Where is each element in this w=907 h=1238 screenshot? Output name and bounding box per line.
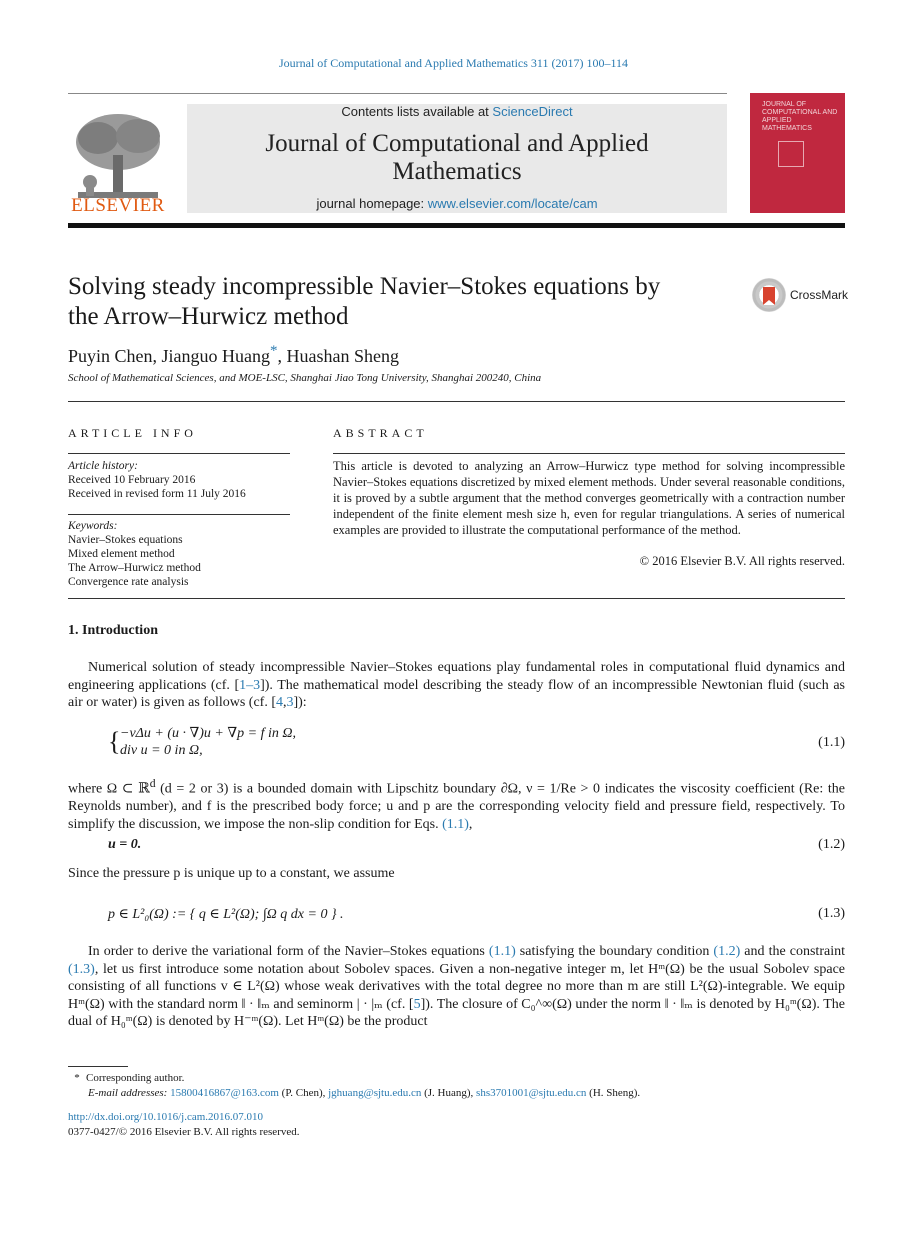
footnote-corresponding <box>68 1071 184 1086</box>
authors-part1: Puyin Chen, Jianguo Huang <box>68 346 270 366</box>
corresponding-label: Corresponding author. <box>86 1072 185 1084</box>
p1-text-b: ]). The mathematical model describing the steady flow of an incompressible Newtonian fluid (such as air or water) is given as follows (cf. [ <box>68 677 845 710</box>
article-title-line2: the Arrow–Hurwicz method <box>68 303 349 330</box>
p2-superscript: d <box>149 777 156 790</box>
journal-title-line2: Mathematics <box>392 158 522 185</box>
email-link[interactable]: 15800416867@163.com <box>170 1087 279 1099</box>
p4-text-a: In order to derive the variational form of the Navier–Stokes equations <box>88 944 489 959</box>
sciencedirect-link[interactable]: ScienceDirect <box>492 104 573 119</box>
p4-text-c: and the constraint <box>740 944 845 959</box>
equation-link[interactable]: (1.2) <box>713 944 741 959</box>
abstract-text: This article is devoted to analyzing an Arrow–Hurwicz type method for solving incompressible Navier–Stokes equations discretized by mixed element methods. Under several reasonable conditions, it is proved by a subtle argument that the method converges geometrically with a contraction number independent of the finite element mesh size h, even for regular triangulations. A series of numerical examples are provided to illustrate the computational performance of the method. <box>333 459 845 537</box>
article-history <box>68 459 290 501</box>
title-divider <box>68 401 845 402</box>
equation-1-3: p ∈ L²₀(Ω) := { q ∈ L²(Ω); ∫Ω q dx = 0 } . <box>108 907 344 922</box>
crossmark-icon <box>752 278 786 312</box>
history-label: Article history: <box>68 460 138 472</box>
contents-line <box>187 104 727 119</box>
p1-text-d: ]): <box>293 695 307 710</box>
p1-text-c: , <box>282 695 287 710</box>
p4-text-e: ]). The closure of C₀^∞(Ω) under the norm ‖ · ‖ₘ is denoted by H₀ᵐ(Ω). The dual of H₀ᵐ(Ω) is denoted by H⁻ᵐ(Ω). Let Hᵐ(Ω) be the product <box>68 996 845 1029</box>
equation-link[interactable]: (1.1) <box>488 944 516 959</box>
journal-cover-thumbnail[interactable] <box>750 93 845 213</box>
email-link[interactable]: jghuang@sjtu.edu.cn <box>328 1087 422 1099</box>
received-date: Received 10 February 2016 <box>68 474 196 486</box>
email-owner: (J. Huang), <box>421 1087 477 1099</box>
paragraph-3: Since the pressure p is unique up to a constant, we assume <box>68 866 395 881</box>
citation-link[interactable]: 4 <box>275 695 283 710</box>
equation-number: (1.1) <box>818 735 845 750</box>
homepage-line <box>187 196 727 211</box>
homepage-prefix: journal homepage: <box>316 196 428 211</box>
equation-1-1-line2: div u = 0 in Ω, <box>120 743 203 758</box>
paragraph-4 <box>68 943 845 1031</box>
cover-title: JOURNAL OF COMPUTATIONAL AND APPLIED MATHEMATICS <box>762 101 838 132</box>
p2-text-a: where Ω ⊂ ℝ <box>68 781 150 797</box>
abstract-copyright: © 2016 Elsevier B.V. All rights reserved. <box>639 554 845 568</box>
citation-link[interactable]: 1–3 <box>239 677 261 693</box>
footnote-rule <box>68 1066 128 1067</box>
citation-link[interactable]: 5 <box>413 996 421 1012</box>
keyword-item: The Arrow–Hurwicz method <box>68 562 201 574</box>
contents-prefix: Contents lists available at <box>341 104 493 119</box>
email-owner: (H. Sheng). <box>586 1087 641 1099</box>
journal-title <box>187 130 727 186</box>
paragraph-1 <box>68 659 845 712</box>
header-thick-rule <box>68 223 845 228</box>
cover-graphic <box>778 141 804 167</box>
p4-text-b: satisfying the boundary condition <box>515 944 714 959</box>
p1-text-a: Numerical solution of steady incompressible Navier–Stokes equations play fundamental roles in computational fluid dynamics and engineering applications (cf. [ <box>68 660 845 693</box>
equation-brace: { <box>108 727 121 756</box>
section-heading: 1. Introduction <box>68 623 158 638</box>
equation-number: (1.2) <box>818 837 845 852</box>
keywords-label: Keywords: <box>68 520 118 532</box>
email-label: E-mail addresses: <box>88 1087 171 1099</box>
article-info-rule <box>68 453 290 454</box>
footnote-mark: * <box>74 1072 80 1084</box>
equation-1-2: u = 0. <box>108 837 142 852</box>
corresponding-author-mark[interactable]: * <box>270 343 278 359</box>
crossmark-label: CrossMark <box>790 288 849 302</box>
equation-link[interactable]: (1.1) <box>442 816 469 832</box>
keyword-item: Mixed element method <box>68 548 175 560</box>
abstract-rule <box>333 453 845 454</box>
journal-reference[interactable]: Journal of Computational and Applied Mathematics 311 (2017) 100–114 <box>278 56 629 70</box>
authors-part2: , Huashan Sheng <box>277 346 399 366</box>
keywords-block <box>68 519 290 589</box>
author-list <box>68 343 399 367</box>
keyword-item: Navier–Stokes equations <box>68 534 183 546</box>
journal-title-line1: Journal of Computational and Applied <box>265 130 649 157</box>
revised-date: Received in revised form 11 July 2016 <box>68 488 246 500</box>
p4-text-d: , let us first introduce some notation about Sobolev spaces. Given a non-negative integer m, let Hᵐ(Ω) be the usual Sobolev space consisting of all functions v ∈ L²(Ω) whose weak derivatives with the total degree no more than m are still L²(Ω)-integrable. We equip Hᵐ(Ω) with the standard norm ‖ · ‖ₘ and seminorm | · |ₘ (cf. [ <box>68 961 845 1012</box>
equation-link[interactable]: (1.3) <box>68 961 95 977</box>
email-owner: (P. Chen), <box>278 1087 329 1099</box>
header-rule <box>68 93 727 94</box>
footnote-emails <box>88 1086 640 1101</box>
publisher-name: ELSEVIER <box>71 195 165 216</box>
affiliation: School of Mathematical Sciences, and MOE-LSC, Shanghai Jiao Tong University, Shanghai 200240, China <box>68 372 542 384</box>
article-title-line1: Solving steady incompressible Navier–Stokes equations by <box>68 273 661 300</box>
keyword-item: Convergence rate analysis <box>68 576 189 588</box>
p2-text-c: , <box>468 816 473 832</box>
citation-link[interactable]: 3 <box>286 695 294 710</box>
p2-text-b: (d = 2 or 3) is a bounded domain with Lipschitz boundary ∂Ω, ν = 1/Re > 0 indicates the viscosity coefficient (Re: the Reynolds number), and f is the prescribed body force; u and p are the corresponding velocity field and pressure field, respectively. To simplify the discussion, we impose the non-slip condition for Eqs. <box>68 781 845 832</box>
equation-number: (1.3) <box>818 906 845 921</box>
homepage-link[interactable]: www.elsevier.com/locate/cam <box>427 196 598 211</box>
doi-link[interactable]: http://dx.doi.org/10.1016/j.cam.2016.07.010 <box>68 1111 264 1123</box>
article-info-heading: ARTICLE INFO <box>68 426 197 440</box>
paragraph-2 <box>68 775 845 833</box>
article-title <box>68 272 738 332</box>
keywords-rule <box>68 514 290 515</box>
email-link[interactable]: shs3701001@sjtu.edu.cn <box>476 1087 587 1099</box>
issn-copyright: 0377-0427/© 2016 Elsevier B.V. All rights reserved. <box>68 1126 300 1138</box>
abstract-heading: ABSTRACT <box>333 426 428 440</box>
equation-1-1-line1: −νΔu + (u · ∇)u + ∇p = f in Ω, <box>120 726 296 741</box>
crossmark-badge[interactable] <box>752 278 852 314</box>
abstract-divider <box>68 598 845 599</box>
